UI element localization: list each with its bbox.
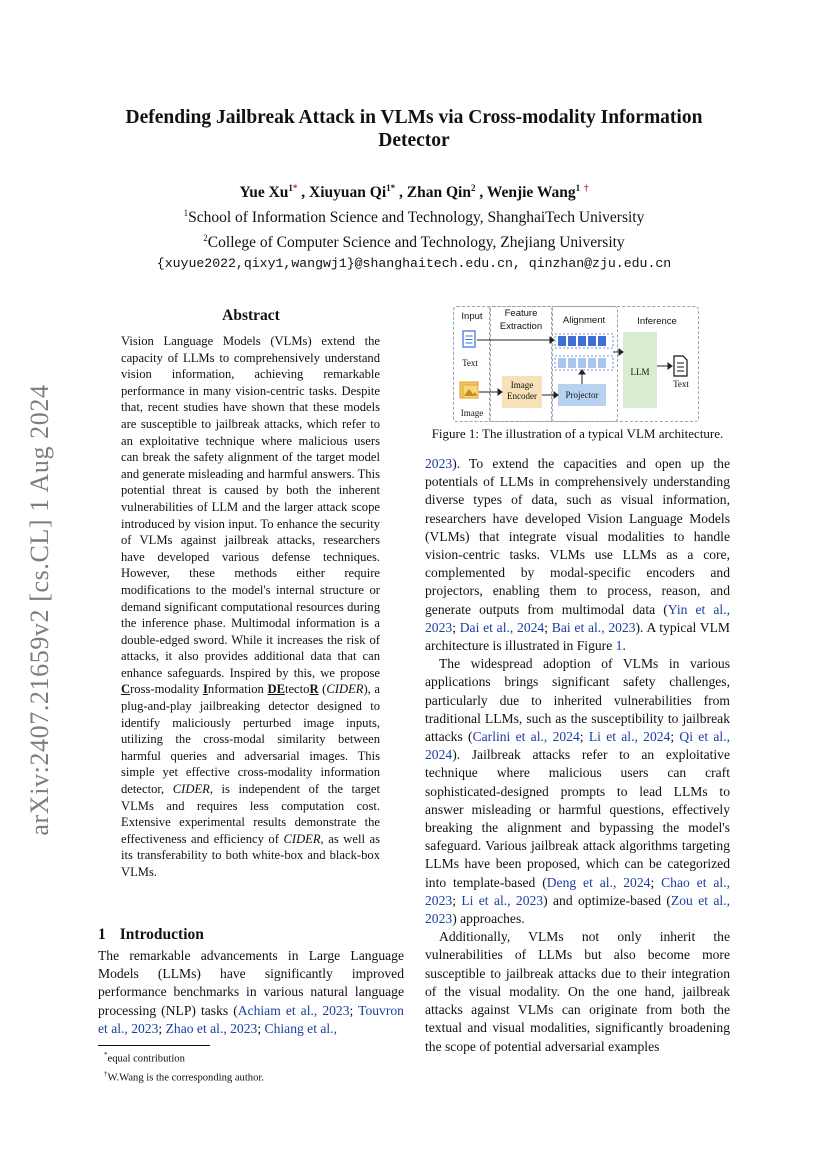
label-feature: Feature [504, 308, 538, 319]
title-line-2: Detector [378, 130, 450, 151]
acronym-text-tecto: tecto [284, 682, 310, 697]
abstract-text-4: , as well as its transferability to both white-box and black-box VLMs. [121, 831, 380, 879]
author-1: Yue Xu [239, 184, 289, 202]
citation-zhao[interactable]: Zhao et al., 2023 [165, 1020, 258, 1036]
title-line-1: Defending Jailbreak Attack in VLMs via Cross-modality Information [125, 107, 703, 128]
sep: ; [670, 729, 680, 745]
arxiv-identifier-stamp [20, 370, 60, 850]
section-title: Introduction [119, 926, 204, 943]
label-image-input: Image [460, 408, 484, 418]
section-number: 1 [98, 926, 106, 943]
document-icon-input [463, 331, 475, 347]
citation-chiang[interactable]: Chiang et al., [264, 1020, 337, 1036]
abstract-heading: Abstract [222, 307, 280, 324]
introduction-left-column [98, 947, 404, 1038]
author-2: Xiuyuan Qi [309, 184, 387, 202]
author-block [100, 178, 728, 274]
label-image-encoder-2: Encoder [507, 391, 537, 401]
image-icon-input [460, 382, 478, 398]
author-4-mark: † [584, 183, 589, 193]
author-1-mark: * [292, 183, 298, 193]
cider-name-3: CIDER [283, 831, 321, 846]
citation-yin[interactable]: Yin et al., 2023 [425, 601, 730, 635]
affiliation-2-sup: 2 [203, 233, 208, 244]
abstract-body [121, 333, 380, 881]
affiliation-2 [100, 228, 728, 253]
footnote-2-mark: † [104, 1069, 108, 1078]
author-1-affil: 1 [288, 183, 293, 193]
image-token-row [555, 356, 613, 370]
author-names: Yue $Xu^{1*}$ , Xiuyuan $Qi^{1*}$ , Zhan Qin$^2$ , Wenjie Wang$^1$ † [239, 183, 589, 202]
citation-bai[interactable]: Bai et al., 2023 [551, 619, 636, 635]
affiliation-1 [100, 203, 728, 228]
author-2-affil: 1 [386, 183, 391, 193]
paragraph-1 [425, 455, 730, 655]
author-4-affil: 1 [575, 183, 581, 193]
p2-text-3: ) and optimize-based ( [543, 892, 671, 908]
footnotes [104, 1048, 264, 1085]
citation-li-2024[interactable]: Li et al., 2024 [588, 729, 671, 745]
citation-carlini[interactable]: Carlini et al., 2024 [472, 729, 580, 745]
acronym-r: R [309, 682, 319, 697]
citation-qi[interactable]: Qi et al., 2024 [425, 729, 730, 763]
acronym-text-ross: ross-modality [130, 682, 203, 697]
citation-zou[interactable]: Zou et al., 2023 [425, 892, 730, 927]
intro-text: The remarkable advancements in Large Language Models (LLMs) have significantly improved performance benchmarks in various natural language processing (NLP) tasks ( [98, 948, 404, 1018]
sep: ; [158, 1020, 166, 1036]
footnote-2 [104, 1067, 264, 1086]
p2-text-2: ). Jailbreak attacks refer to an exploitative technique where malicious users can craft sophisticated-designed prompts to lead LLMs to answer misleading or harmful questions, effectively breaking the alignment and bypassing the model's safeguard. Various jailbreak attack algorithms targeting LLMs have been proposed, which can be categorized into template-based ( [425, 747, 730, 890]
paper-title [100, 106, 728, 152]
citation-2023[interactable]: 2023 [425, 456, 453, 471]
citation-touvron[interactable]: Touvron et al., 2023 [98, 1002, 404, 1036]
author-3: Zhan Qin [406, 184, 471, 202]
label-llm: LLM [630, 367, 650, 377]
author-emails: {xuyue2022,qixy1,wangwj1}@shanghaitech.edu.cn, qinzhan@zju.edu.cn [156, 256, 672, 272]
paren-close: ), [363, 682, 375, 697]
author-4: Wenjie Wang [486, 184, 576, 202]
figure-caption: Figure 1: The illustration of a typical VLM architecture. [431, 426, 724, 441]
abstract-text-3: , is independent of the target VLMs and requires less computation cost. Extensive experimental results demonstrate the effectiveness and efficiency of [121, 782, 380, 846]
citation-chao[interactable]: Chao et al., 2023 [425, 874, 730, 908]
sep: ; [579, 729, 589, 745]
footnote-1-mark: * [104, 1051, 108, 1059]
citation-deng[interactable]: Deng et al., 2024 [546, 874, 651, 890]
author-3-affil: 2 [470, 183, 476, 193]
label-image-encoder-1: Image [510, 380, 534, 390]
arxiv-identifier: arXiv:2407.21659v2 [cs.CL] 1 Aug 2024 [25, 384, 54, 836]
affiliation-1-sup: 1 [183, 208, 189, 219]
paragraph-2 [425, 655, 730, 928]
cider-name-1: CIDER [326, 682, 364, 697]
cider-name-2: CIDER [172, 782, 210, 797]
label-projector: Projector [565, 390, 599, 400]
label-extraction: Extraction [499, 321, 543, 332]
acronym-i: I [202, 682, 208, 697]
sep: ; [349, 1002, 359, 1018]
abstract-text-2: a plug-and-play jailbreaking detector designed to identify maliciously perturbed image inputs, utilizing the cross-modal similarity between harmful queries and adversarial images. This simple yet effective cross-modality information detector, [121, 682, 380, 797]
p2-end: ) approaches. [452, 911, 525, 927]
p1-text-2: ). A typical VLM architecture is illustrated in Figure [425, 619, 730, 654]
citation-dai[interactable]: Dai et al., 2024 [459, 619, 545, 635]
label-text-input: Text [462, 358, 478, 368]
label-text-output: Text [673, 379, 689, 389]
section-heading-introduction [98, 926, 204, 944]
citation-achiam[interactable]: Achiam et al., 2023 [237, 1002, 350, 1018]
sep: ; [544, 619, 552, 635]
label-inference: Inference [637, 316, 677, 327]
abstract-text-1: Vision Language Models (VLMs) extend the capacity of LLMs to comprehensively understand vision information, achieving remarkable performance in many vision-centric tasks. Despite that, recent studies have shown that these models are susceptible to jailbreak attacks, which refer to an exploitative technique where malicious users can break the safety alignment of the target model and generate misleading and harmful answers. This potential threat is caused by both the inherent vulnerabilities of LLM and the larger attack scope introduced by vision input. To enhance the security of VLMs against jailbreak attacks, researchers have developed various defense techniques. However, these methods either require modifications to the model's internal structure or demand significant computational resources during the inference phase. Multimodal information is a double-edged sword. While it increases the risk of attacks, it also provides additional data that can enhance safeguards. Inspired by this, we propose [121, 334, 380, 680]
paren-open: ( [318, 682, 327, 697]
footnote-divider [98, 1045, 210, 1046]
text-token-row [555, 334, 613, 348]
sep: ; [452, 892, 462, 908]
acronym-de: DE [267, 682, 285, 697]
p2-text-1: The widespread adoption of VLMs in various applications brings significant safety challenges, particularly due to inherited vulnerabilities from traditional LLMs, such as the susceptibility to jailbreak attacks ( [425, 656, 730, 745]
affiliation-2-text: College of Computer Science and Technology, Zhejiang University [207, 234, 625, 252]
footnote-2-text: W.Wang is the corresponding author. [107, 1072, 264, 1084]
sep: ; [650, 874, 662, 890]
citation-li-2023[interactable]: Li et al., 2023 [461, 892, 544, 908]
sep: ; [452, 619, 460, 635]
footnote-1-text: equal contribution [107, 1053, 185, 1065]
vlm-architecture-figure [450, 304, 700, 422]
paragraph-3: Additionally, VLMs not only inherit the vulnerabilities of LLMs but also become more susceptible to jailbreak attacks due to their integration of the visual modality. On the one hand, jailbreak attacks against VLMs can originate from both the textual and visual modalities, significantly broadening the scope of potential adversarial examples [425, 929, 730, 1054]
figure-graphics [450, 304, 700, 422]
author-2-mark: * [390, 183, 396, 193]
p1-text: ). To extend the capacities and open up the potentials of LLMs in comprehensively understanding diverse types of data, such as visual information, researchers have developed Vision Language Models (VLMs) that integrate visual modalities to handle vision-centric tasks. VLMs use LLMs as a core, complemented by modal-specific encoders and projectors, enabling them to process, reason, and generate outputs from multimodal data ( [425, 456, 730, 617]
label-alignment: Alignment [562, 315, 606, 326]
introduction-right-column [425, 455, 730, 1056]
sep: ; [257, 1020, 265, 1036]
footnote-1 [104, 1048, 264, 1067]
figure-ref-1[interactable]: 1 [615, 638, 623, 654]
p1-end: . [622, 638, 626, 654]
affiliation-1-text: School of Information Science and Technology, ShanghaiTech University [188, 209, 645, 227]
acronym-text-nformation: nformation [207, 682, 268, 697]
document-icon-output [674, 356, 687, 376]
label-input: Input [461, 311, 483, 322]
acronym-c: C [121, 682, 131, 697]
